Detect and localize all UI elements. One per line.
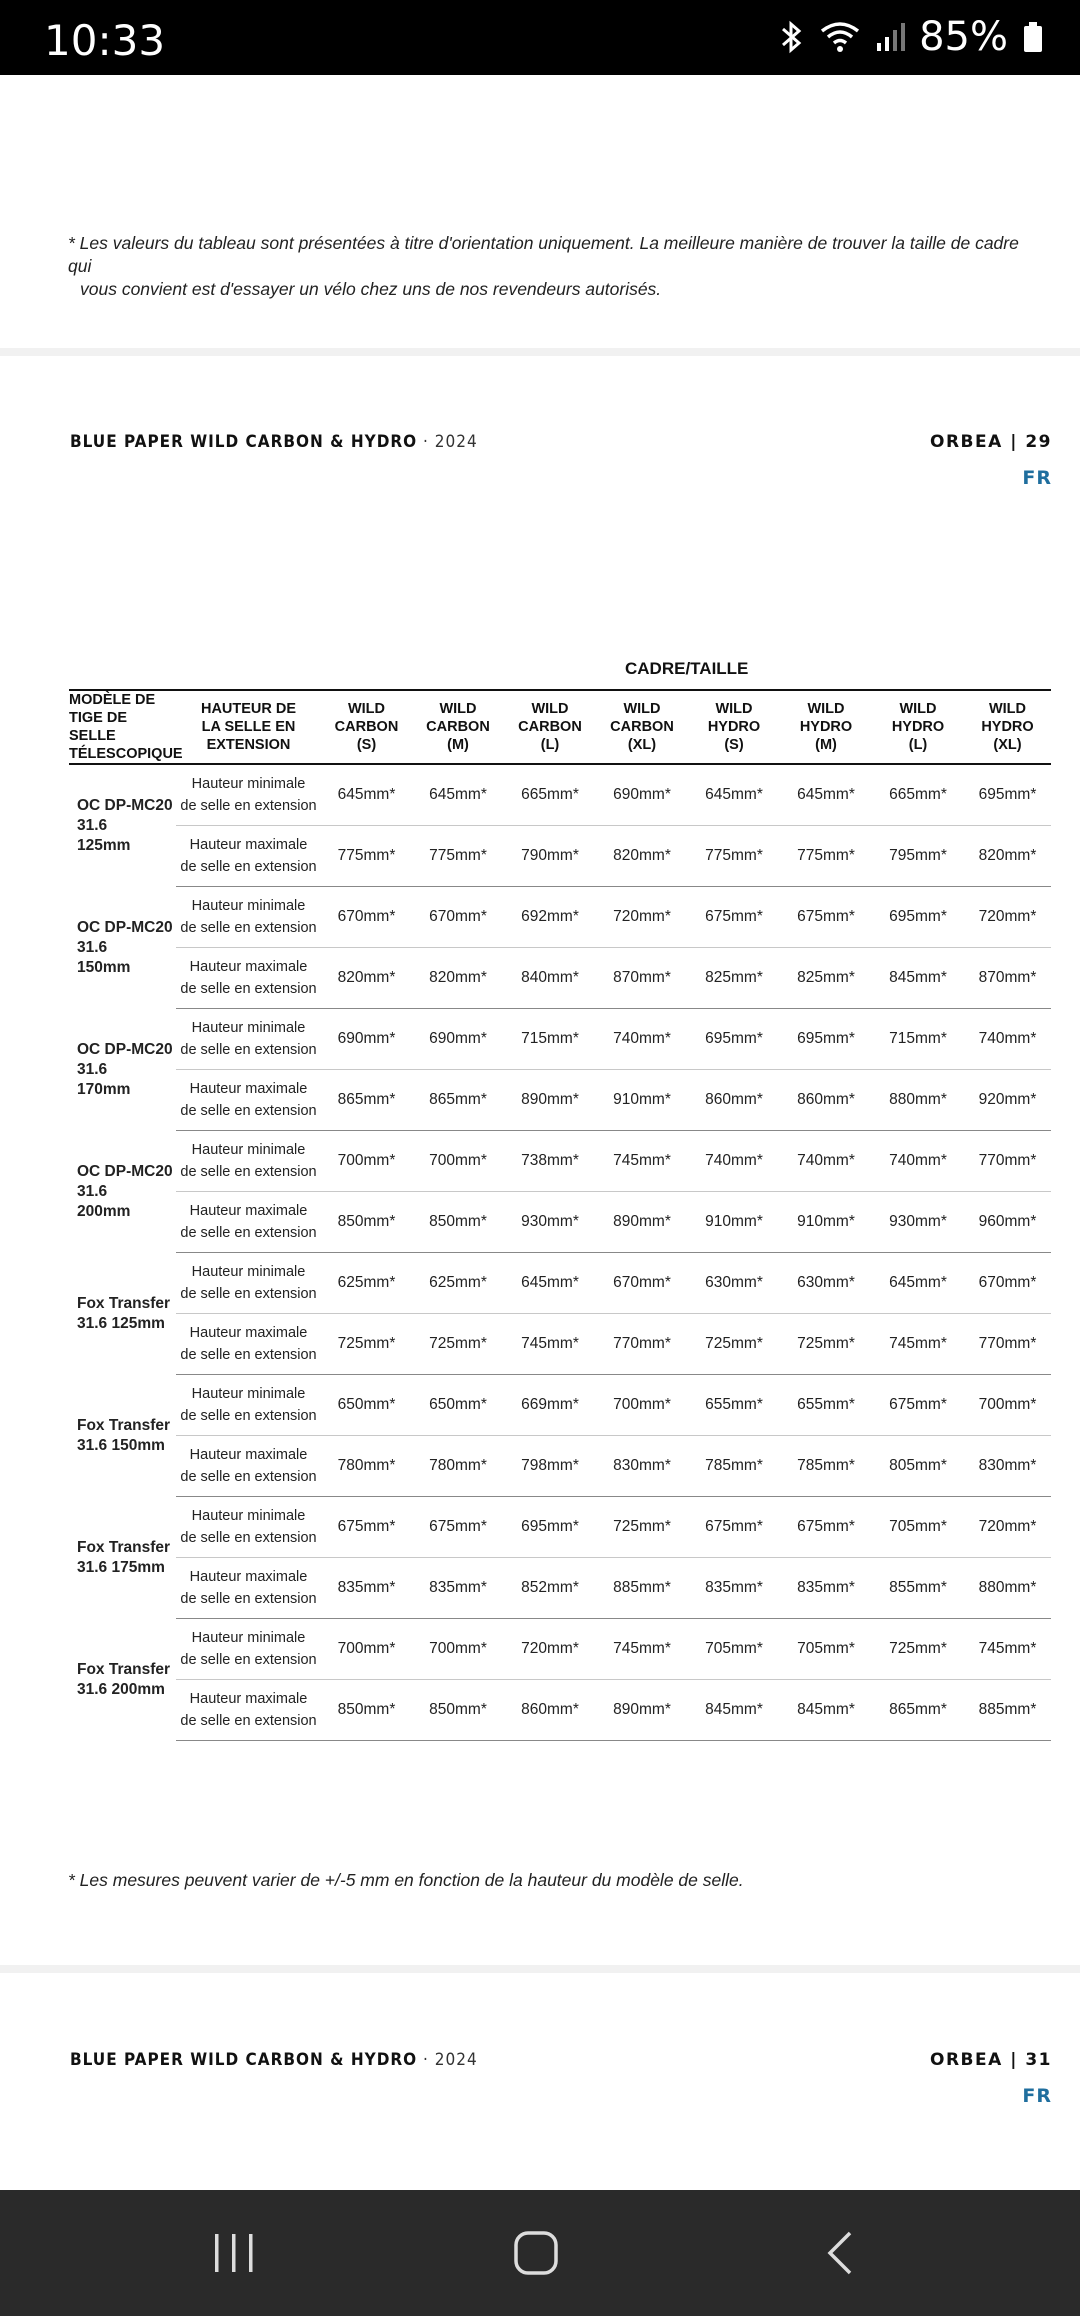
column-header-line: (L) <box>540 737 560 753</box>
table-cell: 705mm* <box>872 1497 964 1558</box>
column-header-line: WILD <box>439 701 477 717</box>
seatpost-model-line: OC DP-MC20 <box>77 1040 173 1058</box>
max-height-label <box>176 948 321 1009</box>
table-cell: 675mm* <box>872 1375 964 1436</box>
table-cell: 700mm* <box>412 1619 504 1680</box>
seatpost-model <box>69 887 176 1009</box>
table-cell: 910mm* <box>688 1192 780 1253</box>
page29-year: · 2024 <box>423 432 478 452</box>
table-cell: 695mm* <box>964 764 1051 826</box>
table-cell: 645mm* <box>780 764 872 826</box>
table-cell: 820mm* <box>964 826 1051 887</box>
height-label-line: Hauteur maximale <box>189 1081 308 1097</box>
height-label-line: de selle en extension <box>180 1408 317 1424</box>
table-row <box>69 1009 1051 1070</box>
table-cell: 655mm* <box>688 1375 780 1436</box>
table-cell: 880mm* <box>872 1070 964 1131</box>
table-cell: 645mm* <box>321 764 412 826</box>
table-cell: 725mm* <box>412 1314 504 1375</box>
table-cell: 655mm* <box>780 1375 872 1436</box>
column-header-line: HYDRO <box>799 719 853 735</box>
table-cell: 675mm* <box>688 887 780 948</box>
seatpost-model-line: 31.6 <box>77 938 108 956</box>
table-cell: 890mm* <box>596 1192 688 1253</box>
height-label-line: Hauteur minimale <box>191 1142 306 1158</box>
table-cell: 670mm* <box>321 887 412 948</box>
max-height-label <box>176 826 321 887</box>
table-cell: 850mm* <box>412 1192 504 1253</box>
table-cell: 692mm* <box>504 887 596 948</box>
table-cell: 675mm* <box>688 1497 780 1558</box>
max-height-label <box>176 1680 321 1741</box>
table-cell: 675mm* <box>780 1497 872 1558</box>
max-height-label <box>176 1070 321 1131</box>
table-cell: 870mm* <box>596 948 688 1009</box>
table-cell: 725mm* <box>596 1497 688 1558</box>
table-cell: 890mm* <box>596 1680 688 1741</box>
column-header-line: WILD <box>899 701 937 717</box>
table-cell: 830mm* <box>596 1436 688 1497</box>
table-row <box>69 1131 1051 1192</box>
column-header-line: HYDRO <box>981 719 1034 735</box>
table-cell: 840mm* <box>504 948 596 1009</box>
table-row <box>69 1680 1051 1741</box>
table-row <box>69 887 1051 948</box>
seatpost-model <box>69 1253 176 1375</box>
table-cell: 625mm* <box>412 1253 504 1314</box>
table-row <box>69 1070 1051 1131</box>
table-cell: 725mm* <box>688 1314 780 1375</box>
seatpost-model <box>69 1497 176 1619</box>
table-row <box>69 1192 1051 1253</box>
home-icon <box>512 2229 560 2277</box>
recent-apps-button[interactable] <box>204 2225 264 2281</box>
table-cell: 745mm* <box>964 1619 1051 1680</box>
table-cell: 740mm* <box>688 1131 780 1192</box>
recent-apps-icon <box>211 2231 257 2275</box>
seatpost-model-line: OC DP-MC20 <box>77 796 173 814</box>
height-label-line: Hauteur minimale <box>191 776 306 792</box>
seatpost-model <box>69 1619 176 1741</box>
table-cell: 775mm* <box>321 826 412 887</box>
height-label-line: Hauteur minimale <box>191 1630 306 1646</box>
seatpost-model-line: Fox Transfer <box>77 1294 171 1312</box>
table-cell: 705mm* <box>688 1619 780 1680</box>
table-header-row <box>69 690 1051 764</box>
seatpost-model-line: OC DP-MC20 <box>77 918 173 936</box>
table-cell: 650mm* <box>321 1375 412 1436</box>
height-label-line: de selle en extension <box>180 1652 317 1668</box>
seatpost-model-line: 31.6 200mm <box>77 1680 165 1698</box>
table-cell: 850mm* <box>321 1192 412 1253</box>
table-cell: 865mm* <box>872 1680 964 1741</box>
table-row <box>69 1558 1051 1619</box>
table-cell: 740mm* <box>964 1009 1051 1070</box>
page-separator <box>0 348 1080 356</box>
min-height-label <box>176 764 321 826</box>
table-cell: 690mm* <box>596 764 688 826</box>
table-cell: 715mm* <box>872 1009 964 1070</box>
table-cell: 675mm* <box>780 887 872 948</box>
table-cell: 845mm* <box>688 1680 780 1741</box>
table-cell: 715mm* <box>504 1009 596 1070</box>
table-cell: 835mm* <box>321 1558 412 1619</box>
table-cell: 625mm* <box>321 1253 412 1314</box>
height-label-line: Hauteur minimale <box>191 1020 306 1036</box>
column-header <box>176 690 321 764</box>
height-label-line: Hauteur maximale <box>189 1203 308 1219</box>
height-label-line: de selle en extension <box>180 1713 317 1729</box>
table-cell: 695mm* <box>780 1009 872 1070</box>
table-cell: 665mm* <box>872 764 964 826</box>
table-cell: 775mm* <box>780 826 872 887</box>
seatpost-model-line: 200mm <box>77 1202 131 1220</box>
column-header-line: TÉLESCOPIQUE <box>69 746 183 762</box>
column-header <box>688 690 780 764</box>
table-cell: 745mm* <box>504 1314 596 1375</box>
table-cell: 675mm* <box>412 1497 504 1558</box>
table-cell: 790mm* <box>504 826 596 887</box>
column-header <box>504 690 596 764</box>
size-table-grid <box>69 689 1051 1741</box>
table-cell: 930mm* <box>872 1192 964 1253</box>
table-cell: 770mm* <box>964 1131 1051 1192</box>
height-label-line: de selle en extension <box>180 981 317 997</box>
column-header-line: (M) <box>447 737 469 753</box>
table-row <box>69 1375 1051 1436</box>
table-cell: 670mm* <box>964 1253 1051 1314</box>
page31-year: · 2024 <box>423 2050 478 2070</box>
table-cell: 705mm* <box>780 1619 872 1680</box>
table-body <box>69 764 1051 1741</box>
seatpost-model-line: 150mm <box>77 958 131 976</box>
table-cell: 700mm* <box>596 1375 688 1436</box>
min-height-label <box>176 1131 321 1192</box>
column-header-line: WILD <box>623 701 661 717</box>
table-cell: 725mm* <box>321 1314 412 1375</box>
table-cell: 845mm* <box>872 948 964 1009</box>
height-label-line: Hauteur minimale <box>191 1386 306 1402</box>
max-height-label <box>176 1314 321 1375</box>
table-cell: 845mm* <box>780 1680 872 1741</box>
table-cell: 795mm* <box>872 826 964 887</box>
table-cell: 669mm* <box>504 1375 596 1436</box>
height-label-line: Hauteur maximale <box>189 1325 308 1341</box>
column-header-line: HAUTEUR DE <box>200 701 297 717</box>
seatpost-model-line: 31.6 175mm <box>77 1558 165 1576</box>
height-label-line: de selle en extension <box>180 1591 317 1607</box>
height-label-line: de selle en extension <box>180 1530 317 1546</box>
back-icon <box>822 2229 858 2277</box>
table-cell: 825mm* <box>688 948 780 1009</box>
table-cell: 860mm* <box>688 1070 780 1131</box>
height-label-line: de selle en extension <box>180 1347 317 1363</box>
height-label-line: Hauteur maximale <box>189 1691 308 1707</box>
column-header <box>872 690 964 764</box>
table-cell: 865mm* <box>321 1070 412 1131</box>
min-height-label <box>176 887 321 948</box>
table-cell: 645mm* <box>504 1253 596 1314</box>
height-label-line: de selle en extension <box>180 1042 317 1058</box>
column-header-line: (S) <box>724 737 744 753</box>
table-cell: 885mm* <box>964 1680 1051 1741</box>
table-cell: 770mm* <box>964 1314 1051 1375</box>
top-note-line1: * Les valeurs du tableau sont présentées à titre d'orientation uniquement. La meilleure manière de trouver la taille de cadre qui <box>68 233 1019 276</box>
column-header-line: MODÈLE DE <box>69 692 156 708</box>
seatpost-model-line: 31.6 <box>77 1182 108 1200</box>
column-header-line: (XL) <box>993 737 1022 753</box>
column-header-line: HYDRO <box>707 719 761 735</box>
size-table <box>69 689 1051 1741</box>
seatpost-model <box>69 764 176 887</box>
table-row <box>69 1314 1051 1375</box>
table-cell: 930mm* <box>504 1192 596 1253</box>
height-label-line: de selle en extension <box>180 859 317 875</box>
table-cell: 725mm* <box>872 1619 964 1680</box>
column-header-line: WILD <box>807 701 845 717</box>
table-cell: 745mm* <box>872 1314 964 1375</box>
table-cell: 885mm* <box>596 1558 688 1619</box>
height-label-line: de selle en extension <box>180 1164 317 1180</box>
height-label-line: Hauteur maximale <box>189 1569 308 1585</box>
table-cell: 820mm* <box>412 948 504 1009</box>
table-cell: 860mm* <box>504 1680 596 1741</box>
page29-number: ORBEA | 29 <box>930 432 1052 452</box>
height-label-line: de selle en extension <box>180 1225 317 1241</box>
table-cell: 775mm* <box>688 826 780 887</box>
column-header-line: EXTENSION <box>206 737 291 753</box>
table-row <box>69 764 1051 826</box>
page29-lang: FR <box>1022 467 1052 489</box>
column-header-line: WILD <box>531 701 569 717</box>
column-header <box>69 690 183 764</box>
back-button[interactable] <box>810 2225 870 2281</box>
table-cell: 695mm* <box>504 1497 596 1558</box>
page29-title-text: BLUE PAPER WILD CARBON & HYDRO <box>70 432 418 452</box>
bottom-note: * Les mesures peuvent varier de +/-5 mm en fonction de la hauteur du modèle de selle. <box>68 1870 744 1890</box>
table-group-header: CADRE/TAILLE <box>625 659 749 678</box>
min-height-label <box>176 1009 321 1070</box>
table-cell: 920mm* <box>964 1070 1051 1131</box>
table-cell: 690mm* <box>321 1009 412 1070</box>
table-cell: 665mm* <box>504 764 596 826</box>
table-cell: 725mm* <box>780 1314 872 1375</box>
table-cell: 860mm* <box>780 1070 872 1131</box>
table-cell: 780mm* <box>412 1436 504 1497</box>
table-cell: 700mm* <box>321 1131 412 1192</box>
table-cell: 835mm* <box>412 1558 504 1619</box>
table-cell: 820mm* <box>321 948 412 1009</box>
height-label-line: Hauteur minimale <box>191 1264 306 1280</box>
min-height-label <box>176 1253 321 1314</box>
table-cell: 850mm* <box>412 1680 504 1741</box>
table-cell: 770mm* <box>596 1314 688 1375</box>
seatpost-model-line: OC DP-MC20 <box>77 1162 173 1180</box>
table-cell: 855mm* <box>872 1558 964 1619</box>
table-cell: 850mm* <box>321 1680 412 1741</box>
table-cell: 910mm* <box>780 1192 872 1253</box>
height-label-line: de selle en extension <box>180 1286 317 1302</box>
table-cell: 865mm* <box>412 1070 504 1131</box>
table-row <box>69 826 1051 887</box>
table-cell: 780mm* <box>321 1436 412 1497</box>
table-cell: 852mm* <box>504 1558 596 1619</box>
column-header-line: LA SELLE EN <box>201 719 296 735</box>
max-height-label <box>176 1558 321 1619</box>
height-label-line: Hauteur minimale <box>191 1508 306 1524</box>
battery-icon <box>1022 19 1044 55</box>
table-cell: 700mm* <box>412 1131 504 1192</box>
page31-lang: FR <box>1022 2085 1052 2107</box>
column-header-line: CARBON <box>518 719 582 735</box>
bluetooth-icon <box>777 19 805 55</box>
table-cell: 740mm* <box>596 1009 688 1070</box>
table-cell: 720mm* <box>964 1497 1051 1558</box>
height-label-line: de selle en extension <box>180 920 317 936</box>
table-cell: 738mm* <box>504 1131 596 1192</box>
table-cell: 880mm* <box>964 1558 1051 1619</box>
column-header <box>596 690 688 764</box>
table-cell: 960mm* <box>964 1192 1051 1253</box>
page31-title <box>70 2050 478 2070</box>
table-cell: 835mm* <box>688 1558 780 1619</box>
table-cell: 720mm* <box>504 1619 596 1680</box>
seatpost-model <box>69 1131 176 1253</box>
table-cell: 675mm* <box>321 1497 412 1558</box>
table-cell: 820mm* <box>596 826 688 887</box>
home-button[interactable] <box>506 2225 566 2281</box>
table-row <box>69 1436 1051 1497</box>
max-height-label <box>176 1192 321 1253</box>
seatpost-model-line: Fox Transfer <box>77 1416 171 1434</box>
table-cell: 785mm* <box>688 1436 780 1497</box>
height-label-line: Hauteur minimale <box>191 898 306 914</box>
column-header <box>412 690 504 764</box>
seatpost-model <box>69 1375 176 1497</box>
table-cell: 805mm* <box>872 1436 964 1497</box>
column-header-line: CARBON <box>610 719 674 735</box>
height-label-line: Hauteur maximale <box>189 837 308 853</box>
column-header-line: WILD <box>347 701 386 717</box>
seatpost-model-line: 170mm <box>77 1080 131 1098</box>
height-label-line: de selle en extension <box>180 1103 317 1119</box>
seatpost-model-line: 125mm <box>77 836 131 854</box>
status-icons <box>777 14 1044 60</box>
min-height-label <box>176 1497 321 1558</box>
table-cell: 740mm* <box>780 1131 872 1192</box>
table-cell: 798mm* <box>504 1436 596 1497</box>
table-row <box>69 1619 1051 1680</box>
column-header-line: CARBON <box>334 719 399 735</box>
table-cell: 870mm* <box>964 948 1051 1009</box>
seatpost-model <box>69 1009 176 1131</box>
page31-title-text: BLUE PAPER WILD CARBON & HYDRO <box>70 2050 418 2070</box>
status-time: 10:33 <box>44 16 166 65</box>
table-cell: 745mm* <box>596 1131 688 1192</box>
table-cell: 695mm* <box>688 1009 780 1070</box>
table-cell: 720mm* <box>596 887 688 948</box>
seatpost-model-line: 31.6 150mm <box>77 1436 165 1454</box>
table-row <box>69 948 1051 1009</box>
column-header-line: HYDRO <box>891 719 945 735</box>
page-separator <box>0 1965 1080 1973</box>
height-label-line: Hauteur maximale <box>189 959 308 975</box>
table-cell: 835mm* <box>780 1558 872 1619</box>
table-cell: 645mm* <box>688 764 780 826</box>
column-header-line: TIGE DE SELLE <box>69 710 128 744</box>
height-label-line: de selle en extension <box>180 1469 317 1485</box>
seatpost-model-line: 31.6 <box>77 1060 108 1078</box>
seatpost-model-line: 31.6 125mm <box>77 1314 165 1332</box>
table-cell: 630mm* <box>780 1253 872 1314</box>
height-label-line: Hauteur maximale <box>189 1447 308 1463</box>
table-cell: 670mm* <box>596 1253 688 1314</box>
navigation-bar <box>0 2190 1080 2316</box>
table-cell: 890mm* <box>504 1070 596 1131</box>
table-cell: 745mm* <box>596 1619 688 1680</box>
column-header <box>964 690 1051 764</box>
column-header-line: WILD <box>715 701 753 717</box>
page29-title <box>70 432 478 452</box>
table-cell: 650mm* <box>412 1375 504 1436</box>
column-header <box>321 690 412 764</box>
column-header <box>780 690 872 764</box>
table-cell: 695mm* <box>872 887 964 948</box>
table-cell: 700mm* <box>964 1375 1051 1436</box>
signal-icon <box>875 19 905 55</box>
min-height-label <box>176 1619 321 1680</box>
table-row <box>69 1253 1051 1314</box>
column-header-line: (S) <box>356 737 377 753</box>
table-cell: 700mm* <box>321 1619 412 1680</box>
table-cell: 825mm* <box>780 948 872 1009</box>
seatpost-model-line: Fox Transfer <box>77 1660 171 1678</box>
seatpost-model-line: 31.6 <box>77 816 108 834</box>
column-header-line: CARBON <box>426 719 490 735</box>
column-header-line: (L) <box>908 737 928 753</box>
table-cell: 630mm* <box>688 1253 780 1314</box>
wifi-icon <box>819 19 861 55</box>
column-header-line: (XL) <box>627 737 657 753</box>
table-cell: 645mm* <box>412 764 504 826</box>
table-cell: 785mm* <box>780 1436 872 1497</box>
table-cell: 740mm* <box>872 1131 964 1192</box>
seatpost-model-line: Fox Transfer <box>77 1538 171 1556</box>
top-note <box>68 232 1028 301</box>
battery-level: 85% <box>919 14 1008 60</box>
table-cell: 775mm* <box>412 826 504 887</box>
column-header-line: (M) <box>815 737 837 753</box>
table-cell: 670mm* <box>412 887 504 948</box>
table-cell: 830mm* <box>964 1436 1051 1497</box>
status-bar <box>0 0 1080 75</box>
height-label-line: de selle en extension <box>180 798 317 814</box>
table-cell: 690mm* <box>412 1009 504 1070</box>
page31-number: ORBEA | 31 <box>930 2050 1052 2070</box>
top-note-line2: vous convient est d'essayer un vélo chez uns de nos revendeurs autorisés. <box>80 279 662 299</box>
table-row <box>69 1497 1051 1558</box>
column-header-line: WILD <box>988 701 1027 717</box>
min-height-label <box>176 1375 321 1436</box>
max-height-label <box>176 1436 321 1497</box>
table-cell: 910mm* <box>596 1070 688 1131</box>
table-cell: 720mm* <box>964 887 1051 948</box>
table-cell: 645mm* <box>872 1253 964 1314</box>
